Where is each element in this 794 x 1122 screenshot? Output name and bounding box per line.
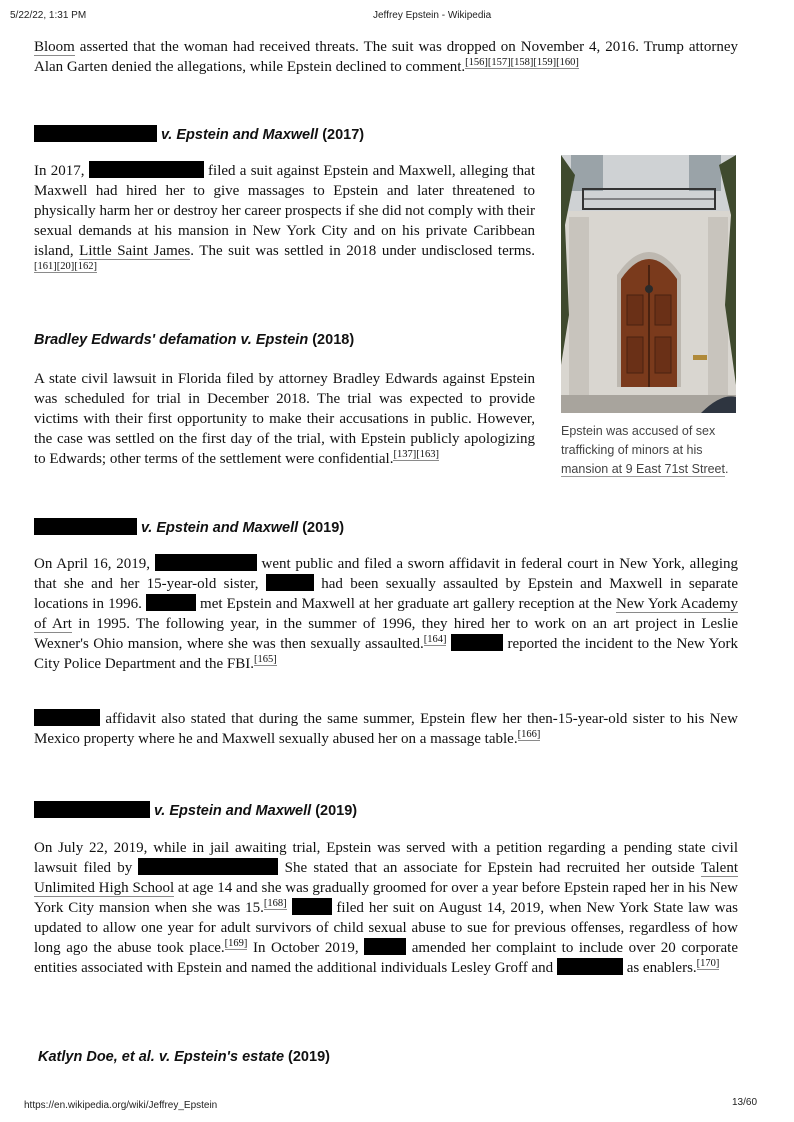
redaction-block xyxy=(364,938,406,955)
redaction-block xyxy=(34,518,137,535)
intro-text: asserted that the woman had received threats. The suit was dropped on November 4, 2016. Trump attorney Alan Garten denied the allegations, while Epstein declined to comment. xyxy=(34,39,738,75)
section-2019a-paragraph-2: affidavit also stated that during the same summer, Epstein flew her then-15-year-old sister to his New Mexico property where he and Maxwell sexually abused her on a massage table.[166] xyxy=(34,711,738,747)
section-heading-katlyn-doe: Katlyn Doe, et al. v. Epstein's estate (2019) xyxy=(38,1049,330,1065)
figure-caption: Epstein was accused of sex trafficking of minors at his mansion at 9 East 71st Street. xyxy=(561,424,729,476)
bloom-link[interactable]: Bloom xyxy=(34,39,75,55)
intro-paragraph xyxy=(34,37,738,77)
citation-link[interactable]: [161][20][162] xyxy=(34,261,97,272)
section-heading-2017: v. Epstein and Maxwell (2017) xyxy=(34,125,364,143)
new-york-academy-link[interactable]: New York Academy of Art xyxy=(34,596,738,632)
redaction-block xyxy=(34,709,100,726)
print-url: https://en.wikipedia.org/wiki/Jeffrey_Epstein xyxy=(24,1100,218,1111)
section-2017-paragraph: In 2017, filed a suit against Epstein and Maxwell, alleging that Maxwell had hired her to give massages to Epstein and later threatened to physically harm her or destroy her career prospects if she did not comply with their sexual demands at his mansion in New York City and on his private Caribbean island, Little Saint James. The suit was settled in 2018 under undisclosed terms.[161][20][162] xyxy=(34,163,535,272)
talent-unlimited-link[interactable]: Talent Unlimited High School xyxy=(34,860,738,896)
redaction-block xyxy=(89,161,204,178)
redaction-block xyxy=(138,858,278,875)
little-saint-james-link[interactable]: Little Saint James xyxy=(79,243,191,259)
redaction-block xyxy=(266,574,314,591)
mansion-figure xyxy=(561,155,736,479)
section-heading-2018: Bradley Edwards' defamation v. Epstein (2018) xyxy=(34,332,355,348)
citation-link[interactable]: [164] xyxy=(423,634,447,645)
section-heading-2019a: v. Epstein and Maxwell (2019) xyxy=(34,518,344,536)
section-2019b-paragraph: On July 22, 2019, while in jail awaiting trial, Epstein was served with a petition regarding a pending state civil lawsuit filed by She stated that an associate for Epstein had recruited her outside Talent Unlimited High School at age 14 and she was gradually groomed for over a year before Epstein raped her in his New York City mansion when she was 15.[168] filed her suit on August 14, 2019, when New York State law was updated to allow one year for adult survivors of child sexual abuse to sue for previous offenses, regardless of how long ago the abuse took place.[169] In October 2019, amended her complaint to include over 20 corporate entities associated with Epstein and named the additional individuals Lesley Groff and as enablers.[170] xyxy=(34,840,738,976)
print-page-number: 13/60 xyxy=(732,1097,758,1108)
redaction-block xyxy=(451,634,503,651)
redaction-block xyxy=(34,125,157,142)
redaction-block xyxy=(155,554,257,571)
section-heading-2019b: v. Epstein and Maxwell (2019) xyxy=(34,801,357,819)
print-datetime: 5/22/22, 1:31 PM xyxy=(10,10,87,21)
redaction-block xyxy=(146,594,196,611)
citation-link[interactable]: [165] xyxy=(253,654,277,665)
mansion-link[interactable]: mansion at 9 East 71st Street xyxy=(561,462,725,476)
redaction-block xyxy=(34,801,150,818)
citation-link[interactable]: [166] xyxy=(517,729,541,740)
citation-link[interactable]: [170] xyxy=(696,958,720,969)
mansion-photo[interactable] xyxy=(561,155,736,413)
redaction-block xyxy=(557,958,623,975)
citation-link[interactable]: [156][157][158][159][160] xyxy=(465,57,579,68)
citation-link[interactable]: [168] xyxy=(263,898,287,909)
section-2019a-paragraph-1: On April 16, 2019, went public and filed a sworn affidavit in federal court in New York, alleging that she and her 15-year-old sister, had been sexually assaulted by Epstein and Maxwell in separate locations in 1996. met Epstein and Maxwell at her graduate art gallery reception at the New York Academy of Art in 1995. The following year, in the summer of 1996, they hired her to work on an art project in Leslie Wexner's Ohio mansion, where she was then sexually assaulted.[164] reported the incident to the New York City Police Department and the FBI.[165] xyxy=(34,556,739,672)
citation-link[interactable]: [169] xyxy=(224,938,248,949)
section-2018-paragraph: A state civil lawsuit in Florida filed by attorney Bradley Edwards against Epstein was scheduled for trial in December 2018. The trial was expected to provide victims with their first opportunity to make their accusations in public. However, the case was settled on the first day of the trial, with Epstein publicly apologizing to Edwards; other terms of the settlement were confidential.[137][163] xyxy=(34,371,535,467)
redaction-block xyxy=(292,898,332,915)
print-page-title: Jeffrey Epstein - Wikipedia xyxy=(373,10,492,21)
citation-link[interactable]: [137][163] xyxy=(393,449,439,460)
